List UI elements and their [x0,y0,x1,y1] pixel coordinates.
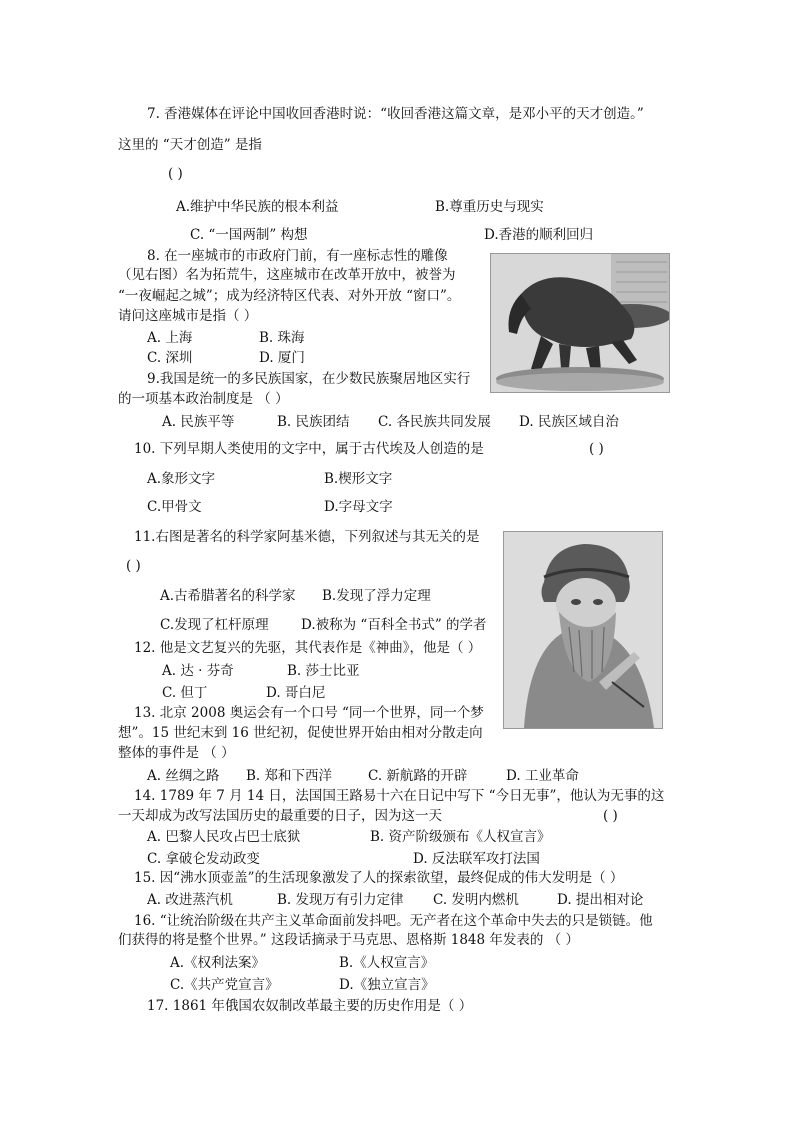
q8-option-a: A. 上海 [147,330,193,346]
q11-line1: 11.右图是著名的科学家阿基米德，下列叙述与其无关的是 [134,529,480,545]
q16-line1: 16. “让统治阶级在共产主义革命面前发抖吧。无产者在这个革命中失去的只是锁链。他 [134,913,653,929]
q15-option-d: D. 提出相对论 [557,892,644,908]
q8-line2: （见右图）名为拓荒牛，这座城市在改革开放中，被誉为 [118,267,456,283]
q16-line2: 们获得的将是整个世界。” 这段话摘录于马克思、恩格斯 1848 年发表的 （ ） [118,932,579,948]
archimedes-portrait [503,531,663,729]
bull-sculpture-photo [490,253,670,393]
q11-option-c: C.发现了杠杆原理 [160,617,269,633]
q11-paren: ( ) [126,558,141,574]
q7-paren: ( ) [168,166,183,182]
q10-line1: 10. 下列早期人类使用的文字中，属于古代埃及人创造的是 [134,441,484,457]
q9-option-a: A. 民族平等 [162,414,235,430]
q12-option-d: D. 哥白尼 [266,685,326,701]
q9-option-b: B. 民族团结 [277,414,350,430]
q7-option-a: A.维护中华民族的根本利益 [176,199,339,215]
q9-option-c: C. 各民族共同发展 [378,414,491,430]
q11-option-b: B.发现了浮力定理 [322,588,431,604]
q15-option-a: A. 改进蒸汽机 [147,892,233,908]
q12-option-b: B. 莎士比亚 [287,663,360,679]
q13-option-d: D. 工业革命 [506,768,579,784]
q14-option-c: C. 拿破仑发动政变 [147,851,260,867]
q11-option-a: A.古希腊著名的科学家 [160,588,296,604]
q10-option-a: A.象形文字 [147,471,216,487]
q10-option-d: D.字母文字 [324,499,393,515]
q8-line3: “一夜崛起之城”；成为经济特区代表、对外开放 “窗口”。 [118,288,461,304]
q12-line1: 12. 他是文艺复兴的先驱，其代表作是《神曲》，他是（ ） [134,640,482,656]
q17-line1: 17. 1861 年俄国农奴制改革最主要的历史作用是（ ） [147,998,473,1014]
q9-option-d: D. 民族区域自治 [519,414,619,430]
q16-option-c: C.《共产党宣言》 [170,977,279,993]
q14-option-a: A. 巴黎人民攻占巴士底狱 [147,829,301,845]
q8-option-b: B. 珠海 [259,330,305,346]
q7-line1: 7. 香港媒体在评论中国收回香港时说：“收回香港这篇文章，是邓小平的天才创造。” [147,106,644,122]
q15-line1: 15. 因“沸水顶壶盖”的生活现象激发了人的探索欲望，最终促成的伟大发明是（ ） [134,870,624,886]
q14-line1: 14. 1789 年 7 月 14 日，法国国王路易十六在日记中写下 “今日无事”，他认为无事的这 [134,788,665,804]
q11-option-d: D.被称为 “百科全书式” 的学者 [301,617,487,633]
q14-line2: 一天却成为改写法国历史的最重要的日子，因为这一天 [118,808,442,824]
q8-line1: 8. 在一座城市的市政府门前，有一座标志性的雕像 [147,248,448,264]
q12-option-a: A. 达 · 芬奇 [162,663,234,679]
q10-option-b: B.楔形文字 [324,471,393,487]
q13-line2: 想”。15 世纪末到 16 世纪初，促使世界开始由相对分散走向 [118,725,483,741]
q15-option-c: C. 发明内燃机 [433,892,519,908]
q7-option-b: B.尊重历史与现实 [435,199,544,215]
q13-option-c: C. 新航路的开辟 [368,768,468,784]
q10-option-c: C.甲骨文 [147,499,202,515]
q16-option-d: D.《独立宣言》 [339,977,435,993]
q8-line4: 请问这座城市是指（ ） [118,308,258,324]
q13-line1: 13. 北京 2008 奥运会有一个口号 “同一个世界，同一个梦 [134,705,484,721]
q7-option-d: D.香港的顺利回归 [484,227,594,243]
q8-option-d: D. 厦门 [259,350,305,366]
q13-line3: 整体的事件是 （ ） [118,745,235,761]
q14-option-d: D. 反法联军攻打法国 [413,851,540,867]
q12-option-c: C. 但丁 [162,685,208,701]
q15-option-b: B. 发现万有引力定律 [277,892,404,908]
q14-paren: ( ) [603,808,618,824]
q16-option-b: B.《人权宣言》 [339,955,435,971]
q9-line2: 的一项基本政治制度是 （ ） [118,391,289,407]
q13-option-a: A. 丝绸之路 [147,768,220,784]
q10-paren: ( ) [589,441,604,457]
q13-option-b: B. 郑和下西洋 [246,768,333,784]
q9-line1: 9.我国是统一的多民族国家，在少数民族聚居地区实行 [147,371,471,387]
q7-option-c: C. “一国两制” 构想 [190,227,308,243]
q16-option-a: A.《权利法案》 [170,955,266,971]
q7-line2: 这里的 “天才创造” 是指 [118,137,262,153]
q14-option-b: B. 资产阶级颁布《人权宣言》 [370,829,551,845]
q8-option-c: C. 深圳 [147,350,193,366]
